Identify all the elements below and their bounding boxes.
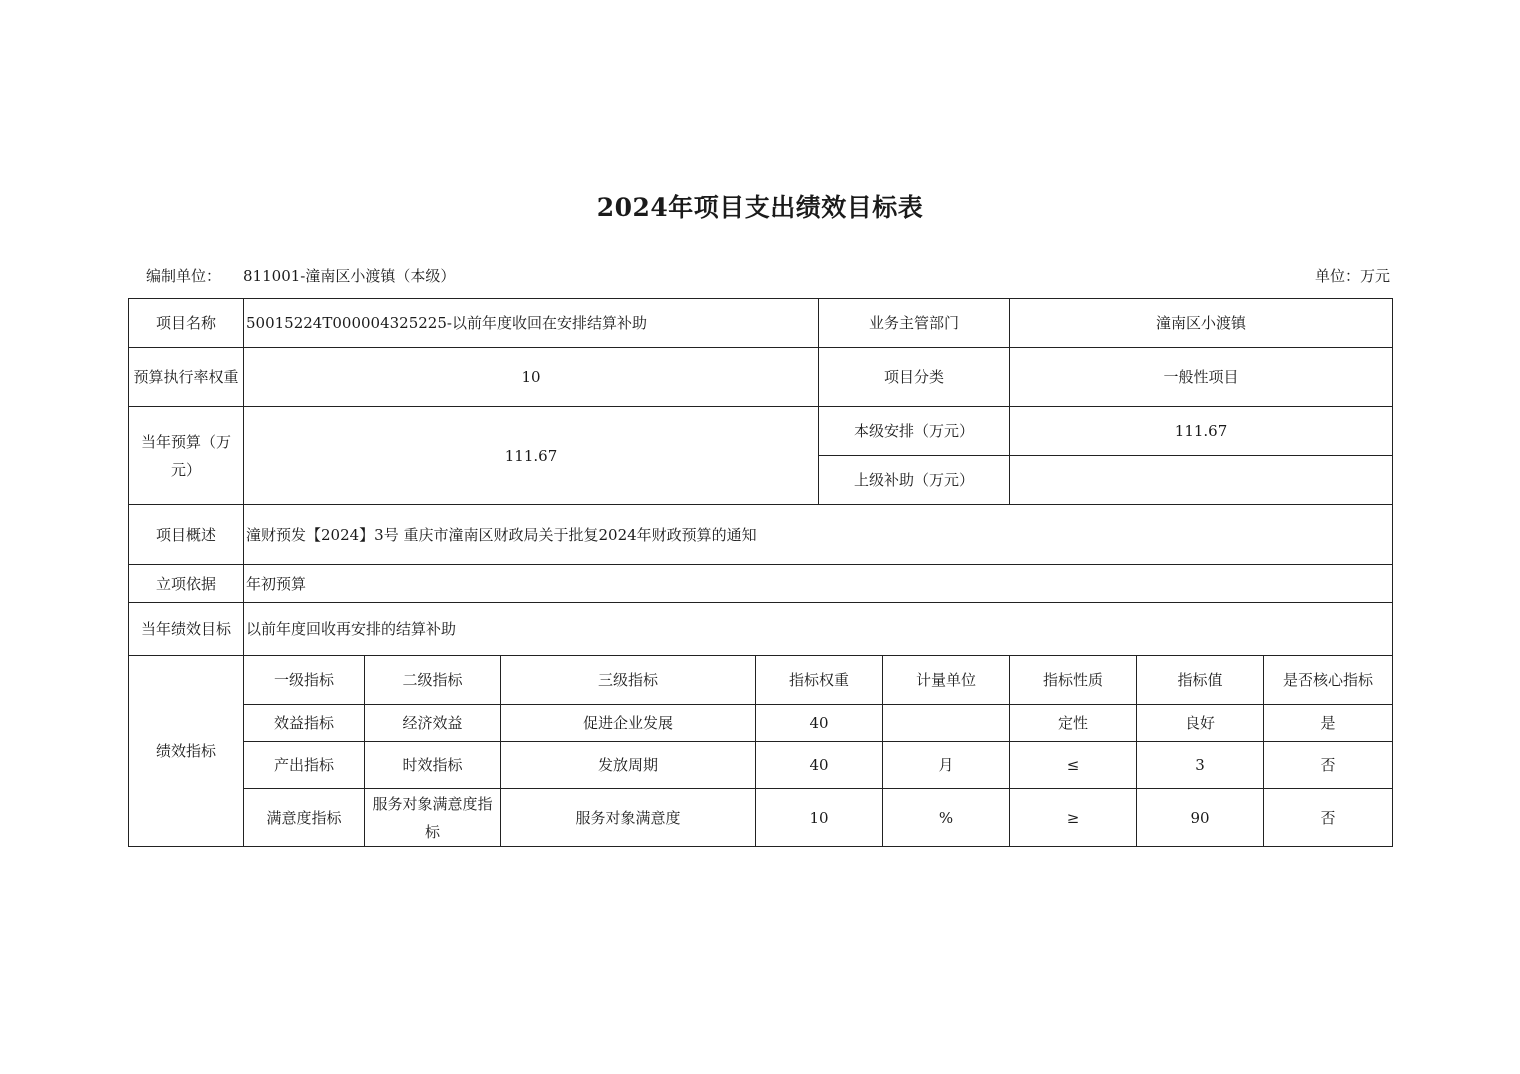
indicator-cell: 月 xyxy=(883,742,1010,789)
currency-unit: 单位：万元 xyxy=(1314,267,1390,285)
overview-label: 项目概述 xyxy=(129,505,244,565)
indicator-cell: 良好 xyxy=(1137,705,1264,742)
compiling-unit xyxy=(146,265,455,286)
column-header: 指标性质 xyxy=(1010,656,1137,705)
basis-value: 年初预算 xyxy=(244,565,1393,603)
indicator-cell: 是 xyxy=(1264,705,1393,742)
indicator-cell: 40 xyxy=(756,742,883,789)
indicator-cell: 否 xyxy=(1264,789,1393,847)
indicator-cell: 40 xyxy=(756,705,883,742)
indicator-cell: 时效指标 xyxy=(365,742,501,789)
table-row xyxy=(129,603,1393,656)
dept-label: 业务主管部门 xyxy=(819,299,1010,348)
indicator-row xyxy=(129,789,1393,847)
project-name-label: 项目名称 xyxy=(129,299,244,348)
column-header: 二级指标 xyxy=(365,656,501,705)
budget-value: 111.67 xyxy=(244,407,819,505)
column-header: 计量单位 xyxy=(883,656,1010,705)
basis-label: 立项依据 xyxy=(129,565,244,603)
indicator-cell: ≤ xyxy=(1010,742,1137,789)
indicator-cell: 经济效益 xyxy=(365,705,501,742)
local-funding-label: 本级安排（万元） xyxy=(819,407,1010,456)
indicator-cell: 服务对象满意度指标 xyxy=(365,789,501,847)
goal-label: 当年绩效目标 xyxy=(129,603,244,656)
table-row xyxy=(129,299,1393,348)
table-row xyxy=(129,505,1393,565)
category-label: 项目分类 xyxy=(819,348,1010,407)
column-header: 一级指标 xyxy=(244,656,365,705)
weight-value: 10 xyxy=(244,348,819,407)
indicator-cell: ≥ xyxy=(1010,789,1137,847)
column-header: 指标值 xyxy=(1137,656,1264,705)
indicator-cell: 满意度指标 xyxy=(244,789,365,847)
weight-label: 预算执行率权重 xyxy=(129,348,244,407)
indicator-cell: 90 xyxy=(1137,789,1264,847)
indicator-cell: 发放周期 xyxy=(501,742,756,789)
indicator-row xyxy=(129,705,1393,742)
indicator-header-row xyxy=(129,656,1393,705)
dept-value: 潼南区小渡镇 xyxy=(1010,299,1393,348)
compiling-unit-value: 811001-潼南区小渡镇（本级） xyxy=(243,267,456,285)
page-title: 2024年项目支出绩效目标表 xyxy=(596,193,924,222)
compiling-unit-label: 编制单位： xyxy=(146,267,222,285)
indicator-cell: 10 xyxy=(756,789,883,847)
column-header: 指标权重 xyxy=(756,656,883,705)
goal-value: 以前年度回收再安排的结算补助 xyxy=(244,603,1393,656)
superior-funding-label: 上级补助（万元） xyxy=(819,456,1010,505)
indicator-cell: 产出指标 xyxy=(244,742,365,789)
column-header: 是否核心指标 xyxy=(1264,656,1393,705)
performance-target-table xyxy=(128,298,1393,847)
indicator-cell xyxy=(883,705,1010,742)
category-value: 一般性项目 xyxy=(1010,348,1393,407)
superior-funding-value xyxy=(1010,456,1393,505)
column-header: 三级指标 xyxy=(501,656,756,705)
indicator-cell: 促进企业发展 xyxy=(501,705,756,742)
table-row xyxy=(129,407,1393,456)
indicator-cell: 否 xyxy=(1264,742,1393,789)
indicators-section-label: 绩效指标 xyxy=(129,656,244,847)
indicator-cell: % xyxy=(883,789,1010,847)
indicator-cell: 3 xyxy=(1137,742,1264,789)
table-row xyxy=(129,348,1393,407)
indicator-cell: 效益指标 xyxy=(244,705,365,742)
indicator-row xyxy=(129,742,1393,789)
indicator-cell: 服务对象满意度 xyxy=(501,789,756,847)
indicator-cell: 定性 xyxy=(1010,705,1137,742)
table-row xyxy=(129,565,1393,603)
local-funding-value: 111.67 xyxy=(1010,407,1393,456)
overview-value: 潼财预发【2024】3号 重庆市潼南区财政局关于批复2024年财政预算的通知 xyxy=(244,505,1393,565)
project-name-value: 50015224T000004325225-以前年度收回在安排结算补助 xyxy=(244,299,819,348)
budget-label: 当年预算（万元） xyxy=(129,407,244,505)
